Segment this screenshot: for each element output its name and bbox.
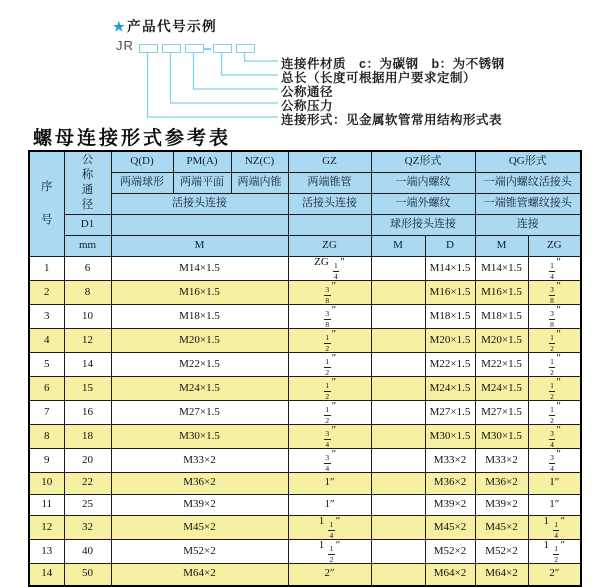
cell-dn: 15 <box>64 377 111 401</box>
cell-dn: 22 <box>64 473 111 495</box>
cell-qg_zg: $\frac{1}{2}$ ″ <box>528 401 581 425</box>
cell-qg_zg: $\frac{1}{4}$ ″ <box>528 257 581 281</box>
cell-qg_m: M18×1.5 <box>475 305 528 329</box>
header-col-qz: QZ形式 <box>371 151 475 173</box>
cell-qz_d: M33×2 <box>425 449 475 473</box>
diagram-label-length: 总长（长度可根据用户要求定制） <box>281 71 477 85</box>
cell-m: M30×1.5 <box>111 425 288 449</box>
header-col-nz: NZ(C) <box>231 151 288 173</box>
cell-m: M27×1.5 <box>111 401 288 425</box>
header-sub-qz: 一端内螺纹 <box>371 173 475 194</box>
cell-dn: 10 <box>64 305 111 329</box>
cell-dn: 32 <box>64 516 111 540</box>
cell-qg_zg: 1 $\frac{1}{2}$ ″ <box>528 540 581 564</box>
table-row <box>29 257 581 281</box>
cell-zg: $\frac{1}{2}$ ″ <box>288 329 371 353</box>
header-row-5 <box>29 236 581 257</box>
header-mm: mm <box>64 236 111 257</box>
header-empty-1 <box>111 215 288 236</box>
header-row-1 <box>29 151 581 173</box>
cell-dn: 8 <box>64 281 111 305</box>
cell-qz_d: M52×2 <box>425 540 475 564</box>
star-icon: ★ <box>113 19 127 34</box>
cell-qg_m: M39×2 <box>475 494 528 516</box>
cell-no: 9 <box>29 449 64 473</box>
header-unit-qz-m: M <box>371 236 425 257</box>
cell-qg_m: M22×1.5 <box>475 353 528 377</box>
cell-zg: $\frac{1}{2}$ ″ <box>288 401 371 425</box>
cell-no: 2 <box>29 281 64 305</box>
cell-no: 12 <box>29 516 64 540</box>
diagram-title-text: 产品代号示例 <box>127 19 218 34</box>
header-sub-qg: 一端内螺纹活接头 <box>475 173 581 194</box>
table-row <box>29 353 581 377</box>
table-row <box>29 494 581 516</box>
cell-zg: 1″ <box>288 494 371 516</box>
cell-no: 1 <box>29 257 64 281</box>
header-sub-pm: 两端平面 <box>173 173 231 194</box>
nut-connection-table <box>28 150 582 587</box>
table-head <box>29 151 581 257</box>
table-row <box>29 473 581 495</box>
cell-zg: $\frac{3}{8}$ ″ <box>288 281 371 305</box>
cell-dn: 14 <box>64 353 111 377</box>
header-unit-m: M <box>111 236 288 257</box>
header-col-gz: GZ <box>288 151 371 173</box>
cell-qz_m <box>371 257 425 281</box>
cell-m: M45×2 <box>111 516 288 540</box>
cell-qz_d: M20×1.5 <box>425 329 475 353</box>
cell-qz_m <box>371 305 425 329</box>
header-row-3 <box>29 194 581 215</box>
header-unit-qz-d: D <box>425 236 475 257</box>
cell-no: 14 <box>29 564 64 586</box>
cell-dn: 6 <box>64 257 111 281</box>
cell-qg_zg: $\frac{3}{4}$ ″ <box>528 449 581 473</box>
header-unit-zg: ZG <box>288 236 371 257</box>
cell-qz_m <box>371 281 425 305</box>
header-col-qg: QG形式 <box>475 151 581 173</box>
header-col-pm: PM(A) <box>173 151 231 173</box>
header-connect-qg: 连接 <box>475 215 581 236</box>
cell-qz_d: M18×1.5 <box>425 305 475 329</box>
header-ext-thread-qz: 一端外螺纹 <box>371 194 475 215</box>
cell-qg_zg: 1″ <box>528 494 581 516</box>
cell-qg_zg: 1″ <box>528 473 581 495</box>
cell-qg_m: M45×2 <box>475 516 528 540</box>
cell-dn: 50 <box>64 564 111 586</box>
cell-qg_zg: $\frac{3}{4}$ ″ <box>528 425 581 449</box>
cell-qz_m <box>371 449 425 473</box>
cell-qz_d: M30×1.5 <box>425 425 475 449</box>
cell-qg_m: M14×1.5 <box>475 257 528 281</box>
cell-qz_d: M14×1.5 <box>425 257 475 281</box>
cell-m: M18×1.5 <box>111 305 288 329</box>
reference-table-wrap <box>28 150 580 587</box>
table-row <box>29 516 581 540</box>
table-row <box>29 540 581 564</box>
cell-qg_m: M20×1.5 <box>475 329 528 353</box>
header-sub-nz: 两端内锥 <box>231 173 288 194</box>
cell-qz_d: M24×1.5 <box>425 377 475 401</box>
cell-m: M52×2 <box>111 540 288 564</box>
cell-qg_m: M16×1.5 <box>475 281 528 305</box>
header-d1: D1 <box>64 215 111 236</box>
cell-qg_zg: $\frac{3}{8}$ ″ <box>528 305 581 329</box>
cell-qg_zg: $\frac{1}{2}$ ″ <box>528 377 581 401</box>
cell-qg_m: M27×1.5 <box>475 401 528 425</box>
cell-qz_m <box>371 540 425 564</box>
header-union-q: 活接头连接 <box>111 194 288 215</box>
cell-qz_d: M45×2 <box>425 516 475 540</box>
cell-no: 3 <box>29 305 64 329</box>
cell-qg_m: M33×2 <box>475 449 528 473</box>
cell-zg: $\frac{1}{2}$ ″ <box>288 377 371 401</box>
cell-zg: 1″ <box>288 473 371 495</box>
header-nominal-diameter: 公称通径 <box>64 151 111 215</box>
cell-no: 11 <box>29 494 64 516</box>
cell-zg: $\frac{1}{2}$ ″ <box>288 353 371 377</box>
diagram-label-diameter: 公称通径 <box>281 85 334 99</box>
cell-no: 10 <box>29 473 64 495</box>
cell-no: 13 <box>29 540 64 564</box>
cell-zg: 2″ <box>288 564 371 586</box>
cell-zg: $\frac{3}{4}$ ″ <box>288 425 371 449</box>
cell-dn: 20 <box>64 449 111 473</box>
cell-zg: $\frac{3}{4}$ ″ <box>288 449 371 473</box>
cell-dn: 16 <box>64 401 111 425</box>
cell-qz_d: M64×2 <box>425 564 475 586</box>
table-body <box>29 257 581 586</box>
cell-no: 6 <box>29 377 64 401</box>
cell-qz_m <box>371 516 425 540</box>
cell-m: M36×2 <box>111 473 288 495</box>
cell-qg_zg: 1 $\frac{1}{4}$ ″ <box>528 516 581 540</box>
header-row-2 <box>29 173 581 194</box>
cell-qz_d: M39×2 <box>425 494 475 516</box>
table-row <box>29 305 581 329</box>
cell-qz_m <box>371 377 425 401</box>
cell-qz_m <box>371 425 425 449</box>
cell-qg_zg: $\frac{1}{2}$ ″ <box>528 353 581 377</box>
header-col-q: Q(D) <box>111 151 173 173</box>
table-row <box>29 281 581 305</box>
cell-zg: 1 $\frac{1}{2}$ ″ <box>288 540 371 564</box>
cell-qg_m: M36×2 <box>475 473 528 495</box>
cell-zg: 1 $\frac{1}{4}$ ″ <box>288 516 371 540</box>
cell-no: 4 <box>29 329 64 353</box>
header-serial: 序号 <box>29 151 64 257</box>
cell-m: M14×1.5 <box>111 257 288 281</box>
header-union-gz: 活接头连接 <box>288 194 371 215</box>
cell-m: M20×1.5 <box>111 329 288 353</box>
cell-m: M39×2 <box>111 494 288 516</box>
cell-no: 5 <box>29 353 64 377</box>
header-unit-qg-m: M <box>475 236 528 257</box>
cell-qz_m <box>371 494 425 516</box>
cell-dn: 25 <box>64 494 111 516</box>
cell-qg_zg: 2″ <box>528 564 581 586</box>
table-title: 螺母连接形式参考表 <box>33 127 232 149</box>
cell-qz_m <box>371 353 425 377</box>
code-prefix: JR <box>116 38 134 53</box>
cell-m: M24×1.5 <box>111 377 288 401</box>
cell-no: 7 <box>29 401 64 425</box>
cell-m: M16×1.5 <box>111 281 288 305</box>
cell-m: M22×1.5 <box>111 353 288 377</box>
cell-qz_d: M22×1.5 <box>425 353 475 377</box>
cell-dn: 40 <box>64 540 111 564</box>
table-row <box>29 377 581 401</box>
header-ball-joint-qz: 球形接头连接 <box>371 215 475 236</box>
cell-qz_m <box>371 329 425 353</box>
header-sub-gz: 两端锥管 <box>288 173 371 194</box>
header-row-4 <box>29 215 581 236</box>
header-empty-2 <box>288 215 371 236</box>
header-unit-qg-zg: ZG <box>528 236 581 257</box>
header-sub-q: 两端球形 <box>111 173 173 194</box>
table-row <box>29 329 581 353</box>
cell-qg_m: M24×1.5 <box>475 377 528 401</box>
table-row <box>29 425 581 449</box>
table-row <box>29 401 581 425</box>
cell-qg_m: M64×2 <box>475 564 528 586</box>
diagram-label-pressure: 公称压力 <box>281 99 334 113</box>
diagram-label-connection: 连接形式：见金属软管常用结构形式表 <box>281 113 503 127</box>
cell-dn: 18 <box>64 425 111 449</box>
diagram-label-material: 连接件材质 c：为碳钢 b：为不锈钢 <box>281 57 505 71</box>
cell-m: M33×2 <box>111 449 288 473</box>
cell-qz_m <box>371 401 425 425</box>
cell-qz_m <box>371 473 425 495</box>
table-row <box>29 449 581 473</box>
header-taper-thread-qg: 一端锥管螺纹接头 <box>475 194 581 215</box>
cell-qg_zg: $\frac{1}{2}$ ″ <box>528 329 581 353</box>
cell-no: 8 <box>29 425 64 449</box>
cell-qz_d: M16×1.5 <box>425 281 475 305</box>
cell-qg_m: M52×2 <box>475 540 528 564</box>
cell-qz_d: M36×2 <box>425 473 475 495</box>
cell-m: M64×2 <box>111 564 288 586</box>
cell-qg_zg: $\frac{3}{8}$ ″ <box>528 281 581 305</box>
cell-dn: 12 <box>64 329 111 353</box>
cell-zg: ZG $\frac{1}{4}$ ″ <box>288 257 371 281</box>
cell-zg: $\frac{3}{8}$ ″ <box>288 305 371 329</box>
cell-qz_d: M27×1.5 <box>425 401 475 425</box>
cell-qg_m: M30×1.5 <box>475 425 528 449</box>
